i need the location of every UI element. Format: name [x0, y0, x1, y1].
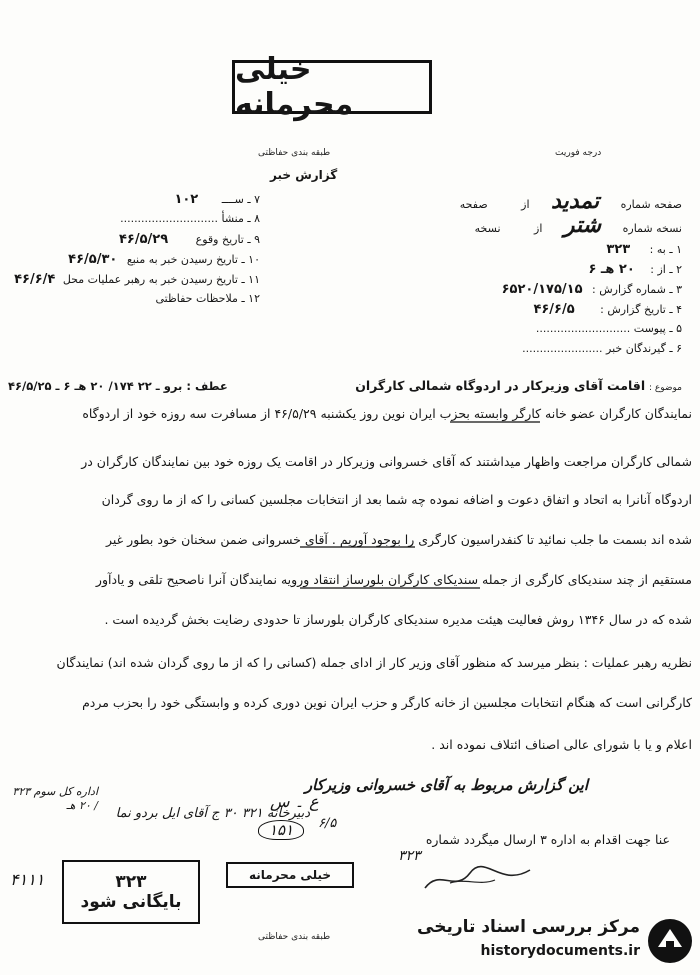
body-line: اردوگاه آنانرا به اتحاد و اتفاق دعوت و اضافه نموده چه شما بعد از انتخابات مجلسین کسانی را که از ما روی گردان [101, 492, 692, 507]
body-line: نمایندگان کارگران عضو خانه کارگر وابسته بحزب ایران نوین روز یکشنبه ۴۶/۵/۲۹ از مسافرت سه روزه خود از اردوگاه [82, 406, 692, 421]
archive-number: ۳۲۳ [115, 872, 147, 892]
body-line: شده که در سال ۱۳۴۶ روش فعالیت هیئت مدیره سندیکای کارگران بلورساز تا حدودی رضایت بخش گردیده است . [104, 612, 692, 627]
small-stamp-text: خیلی محرمانه [248, 868, 332, 882]
footer-left-number: ۴۱۱۱ [10, 870, 45, 889]
field-8: ۸ ـ منشأ ............................ [120, 212, 260, 225]
safe-class-label-bottom: طبقه بندی حفاظتی [258, 932, 331, 942]
handwritten-code: ع ۔ س [270, 792, 319, 811]
body-line: نظریه رهبر عملیات : بنظر میرسد که منظور آقای وزیر کار از ادای جمله (کسانی را که از ما روی گردان شده اند) نمایندگان [56, 655, 692, 670]
classification-stamp-text: خیلی محرمانه [235, 52, 354, 122]
body-line: اعلام و یا با شورای عالی اصناف ائتلاف نموده اند . [431, 737, 692, 752]
field-10: ۱۰ ـ تاریخ رسیدن خبر به منبع ۴۶/۵/۳۰ [68, 252, 260, 267]
field-from: ۲ ـ از : ۲۰ هـ ۶ [588, 262, 682, 277]
reference-line: عطف : برو ـ ۲۲ ۱۷۴/ ۲۰ هـ ۶ ـ ۴۶/۵/۲۵ [8, 379, 228, 393]
watermark-site: historydocuments.ir [480, 943, 640, 959]
subject-text: اقامت آقای وزیرکار در اردوگاه شمالی کارگران [355, 378, 646, 393]
archive-stamp [62, 860, 200, 924]
handwritten-note-3: دبیرخانه ۳۲۱ ۳۰ ج آقای ایل بردو نما [115, 806, 310, 821]
field-9: ۹ ـ تاریخ وقوع ۴۶/۵/۲۹ [118, 232, 260, 247]
archive-text: بایگانی شود [80, 892, 182, 912]
handwritten-fraction: ۶/۵ [318, 816, 337, 831]
field-recipients: ۶ ـ گیرندگان خبر ....................... [522, 342, 682, 355]
handwritten-note-1: این گزارش مربوط به آقای خسروانی وزیرکار [304, 776, 588, 794]
field-attachment: ۵ ـ پیوست ........................... [535, 322, 682, 335]
field-12: ۱۲ ـ ملاحظات حفاظتی [155, 292, 260, 305]
body-line: مستقیم از چند سندیکای کارگری از جمله سندیکای کارگران بلورساز انتقاد ورویه نمایندگان آنرا ناصحیح تلقی و یادآور [95, 572, 692, 587]
field-11: ۱۱ ـ تاریخ رسیدن خبر به رهبر عملیات محل ۴۶/۶/۴ [14, 272, 260, 287]
field-report-number: ۳ ـ شماره گزارش : ۶۵۲۰/۱۷۵/۱۵ [501, 282, 682, 297]
field-page-number: صفحه شماره تمدید از صفحه [459, 188, 682, 214]
body-line: شمالی کارگران مراجعت واظهار میداشتند که آقای خسروانی وزیرکار در اقامت یک روزه خود بین نمایندگان کارگران در [81, 454, 692, 469]
body-line: شده اند بسمت ما جلب نمائید تا کنفدراسیون کارگری را بوجود آوریم . آقای خسروانی ضمن سخنان خود بطور غیر [106, 532, 692, 547]
handwritten-note-2: اداره کل سوم ۳۲۳ / ۲۰ هـ [12, 785, 98, 812]
urgency-label: درجه فوریت [555, 148, 602, 158]
safe-class-label-top: طبقه بندی حفاظتی [258, 148, 331, 158]
watermark-org-name: مرکز بررسی اسناد تاریخی [417, 917, 640, 937]
watermark-logo [412, 915, 694, 967]
archive-emblem-icon [646, 917, 694, 965]
field-copy-number: نسخه شماره شتر از نسخه [474, 212, 682, 238]
field-7: ۷ ـ ســــ ۱۰۲ [174, 192, 260, 207]
report-title: گزارش خبر [270, 168, 338, 182]
send-number: ۳۲۳ [398, 848, 421, 864]
field-report-date: ۴ ـ تاریخ گزارش : ۴۶/۶/۵ [533, 302, 682, 317]
subject-label: موضوع : [648, 383, 682, 393]
body-line: کارگرانی است که هنگام انتخابات مجلسین از خانه کارگر و حزب ایران نوین دوری کرده و وابستگی خود را بحزب مردم [82, 695, 692, 710]
signature-scribble [420, 858, 540, 898]
small-classification-stamp [226, 862, 354, 888]
page-number-value: تمدید [551, 188, 600, 214]
copy-number-value: شتر [563, 212, 602, 238]
handwritten-number: ۱۵۱ [258, 820, 304, 840]
send-line: عنا جهت اقدام به اداره ۳ ارسال میگردد شماره [425, 832, 670, 847]
field-to: ۱ ـ به : ۳۲۳ [606, 242, 682, 257]
